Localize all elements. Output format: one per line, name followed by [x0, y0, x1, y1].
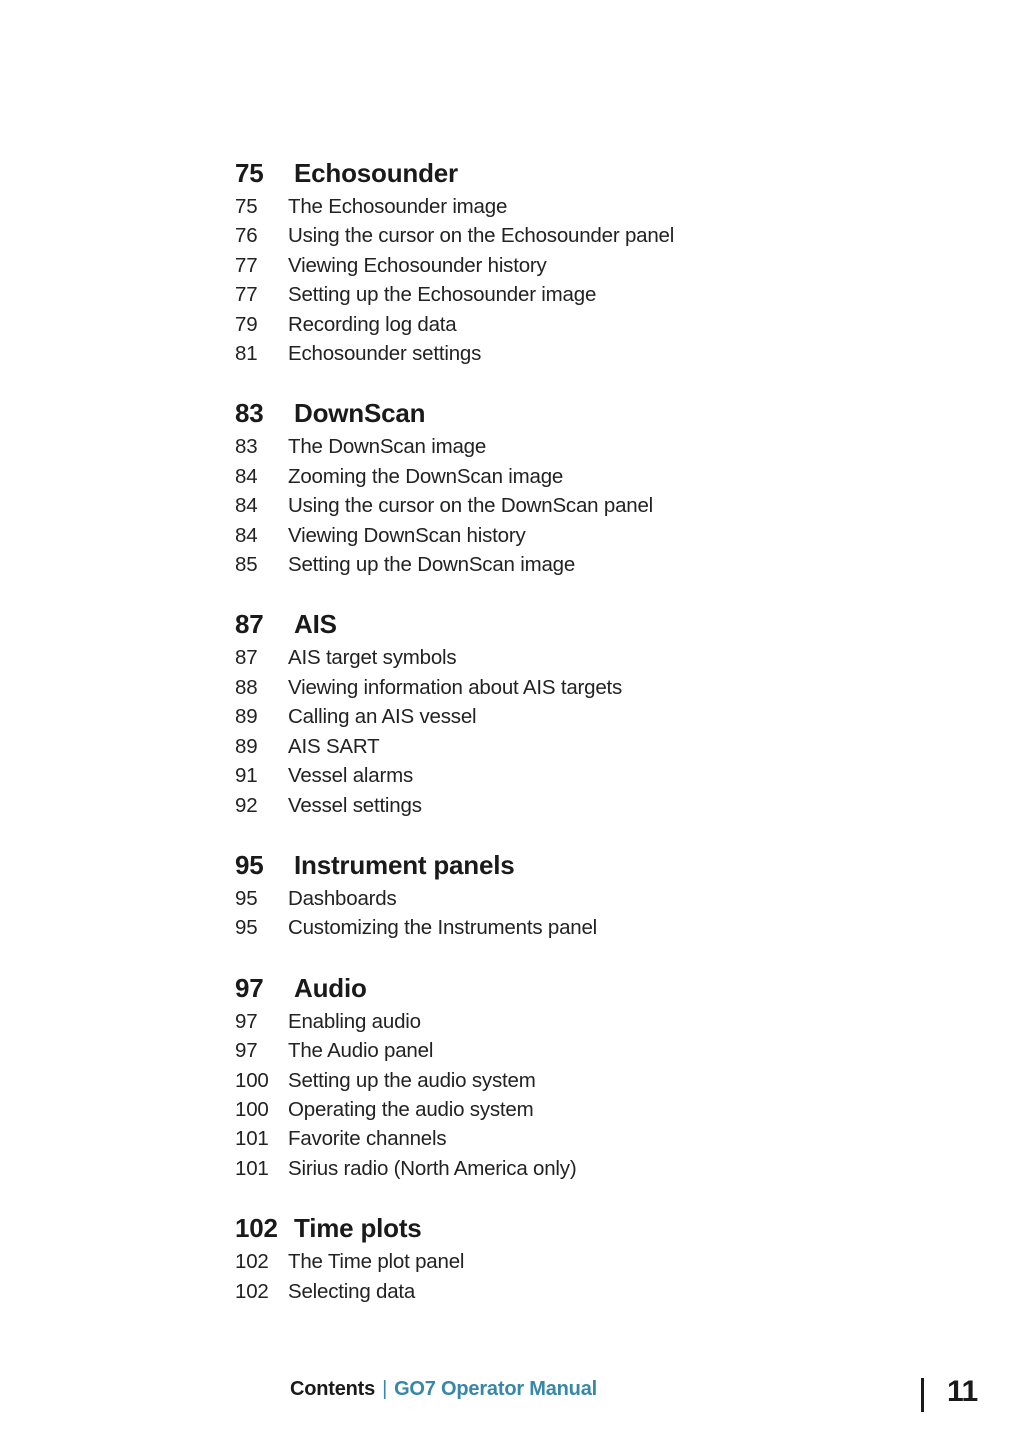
toc-entry: [235, 1247, 835, 1276]
toc-section-echosounder: [235, 156, 835, 368]
toc-section-title: DownScan: [294, 398, 426, 429]
toc-entry-page-number: 84: [235, 494, 258, 518]
toc-section-title: Instrument panels: [294, 849, 515, 880]
toc-entry: [235, 339, 835, 368]
toc-entry: [235, 791, 835, 820]
toc-entry-title: AIS SART: [288, 734, 380, 758]
toc-entry-title: Customizing the Instruments panel: [288, 916, 598, 940]
toc-section-title: Audio: [294, 972, 367, 1003]
toc-entry-title: The Time plot panel: [288, 1250, 465, 1274]
toc-entry-title: Using the cursor on the Echosounder panel: [288, 224, 675, 248]
toc-entry-page-number: 76: [235, 224, 258, 248]
toc-entry-title: Enabling audio: [288, 1009, 421, 1033]
toc-entry-page-number: 75: [235, 195, 258, 218]
toc-entry-title: The DownScan image: [288, 435, 487, 459]
toc-entry-title: The Echosounder image: [288, 195, 508, 218]
toc-entry: [235, 462, 835, 491]
toc-entry-page-number: 92: [235, 793, 258, 817]
toc-entry: [235, 1095, 835, 1124]
toc-entry-page-number: 79: [235, 312, 258, 336]
toc-entry-title: The Audio panel: [288, 1039, 434, 1063]
toc-entry: [235, 310, 835, 339]
toc-entry-page-number: 84: [235, 523, 258, 547]
toc-section-title: Time plots: [294, 1213, 422, 1244]
toc-section-heading: [235, 607, 835, 641]
toc-entry: [235, 280, 835, 309]
toc-section-heading: [235, 848, 835, 882]
toc-entry: [235, 1277, 835, 1306]
toc-section-ais: [235, 607, 835, 819]
toc-section-audio: [235, 971, 835, 1183]
toc-entry-page-number: 89: [235, 734, 258, 758]
toc-entry: [235, 673, 835, 702]
toc-entry: [235, 192, 835, 221]
toc-entry-title: Zooming the DownScan image: [288, 464, 564, 488]
toc-entry-page-number: 89: [235, 705, 258, 729]
toc-entry-page-number: 102: [235, 1279, 269, 1303]
toc-section-page-number: 87: [235, 609, 264, 640]
page-footer: [290, 1376, 597, 1402]
toc-entry: [235, 1124, 835, 1153]
toc-entry: [235, 521, 835, 550]
toc-section-heading: [235, 396, 835, 430]
page-number: 11: [947, 1375, 978, 1408]
toc-section-page-number: 83: [235, 398, 264, 429]
toc-section-time-plots: [235, 1211, 835, 1306]
toc-entry: [235, 761, 835, 790]
toc-entry-page-number: 87: [235, 646, 258, 670]
toc-entry-title: Selecting data: [288, 1279, 416, 1303]
toc-entry: [235, 432, 835, 461]
toc-entry-title: Echosounder settings: [288, 342, 482, 366]
toc-entry-title: Setting up the DownScan image: [288, 553, 576, 577]
toc-entry-page-number: 102: [235, 1250, 269, 1274]
toc-entry-title: Sirius radio (North America only): [288, 1156, 577, 1180]
toc-entry-title: Vessel settings: [288, 793, 422, 817]
toc-entry-title: Setting up the audio system: [288, 1068, 536, 1092]
toc-entry-title: Viewing information about AIS targets: [288, 675, 623, 699]
toc-entry-title: Vessel alarms: [288, 764, 414, 788]
toc-entry-page-number: 77: [235, 253, 258, 277]
toc-entry: [235, 643, 835, 672]
toc-entry-title: Using the cursor on the DownScan panel: [288, 494, 654, 518]
toc-entry-page-number: 95: [235, 886, 258, 910]
toc-entry-page-number: 84: [235, 464, 258, 488]
toc-entry: [235, 221, 835, 250]
toc-section-page-number: 102: [235, 1213, 278, 1244]
toc-entry: [235, 1007, 835, 1036]
toc-section-page-number: 97: [235, 972, 264, 1003]
toc-entry-page-number: 88: [235, 675, 258, 699]
toc-entry-title: AIS target symbols: [288, 646, 457, 670]
toc-entry-page-number: 101: [235, 1127, 269, 1151]
toc-entry-page-number: 97: [235, 1009, 258, 1033]
toc-entry: [235, 732, 835, 761]
toc-entry-page-number: 101: [235, 1156, 269, 1180]
table-of-contents: [235, 156, 835, 1334]
toc-entry: [235, 550, 835, 579]
toc-entry: [235, 1036, 835, 1065]
toc-entry-title: Dashboards: [288, 886, 397, 910]
toc-entry-page-number: 83: [235, 435, 258, 459]
toc-entry: [235, 1066, 835, 1095]
toc-section-page-number: 95: [235, 849, 264, 880]
footer-manual-title: GO7 Operator Manual: [394, 1378, 597, 1400]
toc-entry-title: Recording log data: [288, 312, 457, 336]
toc-entry-title: Favorite channels: [288, 1127, 447, 1151]
toc-entry-title: Operating the audio system: [288, 1097, 534, 1121]
toc-entry: [235, 491, 835, 520]
toc-section-title: Echosounder: [294, 158, 458, 188]
toc-entry-page-number: 77: [235, 283, 258, 307]
footer-section-label: Contents: [290, 1378, 376, 1400]
toc-section-heading: [235, 156, 835, 190]
toc-entry-page-number: 100: [235, 1097, 269, 1121]
toc-section-heading: [235, 971, 835, 1005]
toc-entry-page-number: 91: [235, 764, 258, 788]
toc-entry: [235, 251, 835, 280]
toc-entry: [235, 884, 835, 913]
toc-section-page-number: 75: [235, 158, 264, 188]
toc-entry-title: Calling an AIS vessel: [288, 705, 477, 729]
toc-section-downscan: [235, 396, 835, 579]
toc-section-title: AIS: [294, 609, 337, 640]
page-number-divider: [921, 1378, 924, 1412]
toc-entry-title: Viewing DownScan history: [288, 523, 526, 547]
toc-entry-page-number: 100: [235, 1068, 269, 1092]
toc-entry-page-number: 85: [235, 553, 258, 577]
toc-section-heading: [235, 1211, 835, 1245]
toc-entry-page-number: 81: [235, 342, 258, 366]
toc-entry: [235, 913, 835, 942]
toc-entry: [235, 1154, 835, 1183]
footer-separator: |: [382, 1378, 388, 1400]
toc-entry-title: Setting up the Echosounder image: [288, 283, 597, 307]
toc-entry-page-number: 95: [235, 916, 258, 940]
toc-entry-page-number: 97: [235, 1039, 258, 1063]
toc-entry-title: Viewing Echosounder history: [288, 253, 547, 277]
toc-entry: [235, 702, 835, 731]
toc-section-instrument-panels: [235, 848, 835, 943]
